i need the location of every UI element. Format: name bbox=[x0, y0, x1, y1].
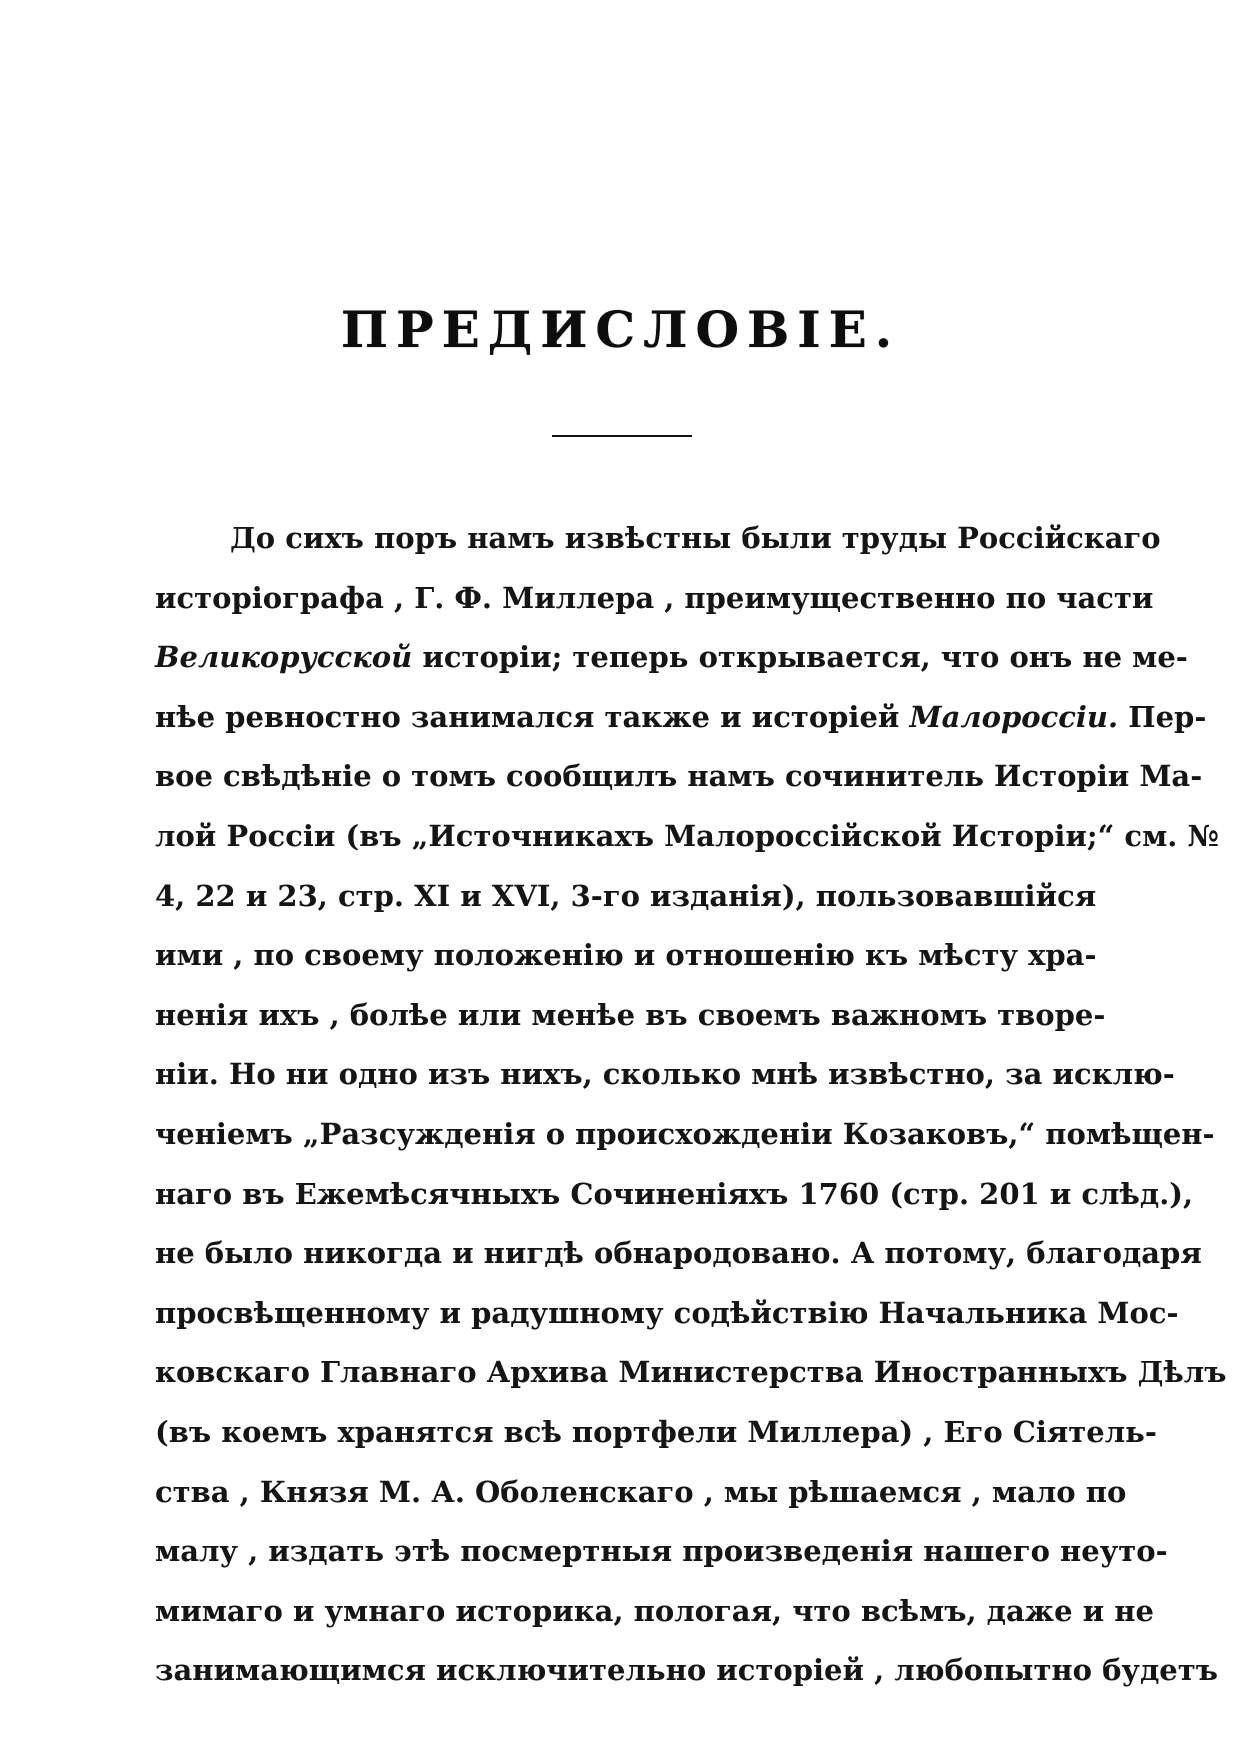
italic-text: Великорусской bbox=[155, 640, 413, 675]
text-line bbox=[155, 569, 1154, 629]
text-line bbox=[155, 1224, 1202, 1284]
text-segment: вое свѣдѣніе о томъ сообщилъ намъ сочинитель Исторіи Ма- bbox=[155, 759, 1203, 794]
text-line bbox=[155, 926, 1097, 986]
text-segment: не было никогда и нигдѣ обнародовано. А потому, благодаря bbox=[155, 1236, 1202, 1271]
text-segment: ченіемъ „Разсужденія о происхожденіи Козаковъ,“ помѣщен- bbox=[155, 1116, 1215, 1151]
text-segment: ства , Князя М. А. Оболенскаго , мы рѣшаемся , мало по bbox=[155, 1474, 1127, 1509]
text-line bbox=[155, 1582, 1154, 1642]
text-segment: ими , по своему положенію и отношенію къ мѣсту хра- bbox=[155, 938, 1097, 973]
text-segment: 4, 22 и 23, стр. XI и XVI, 3-го изданія), пользовавшійся bbox=[155, 878, 1097, 913]
text-line bbox=[155, 747, 1203, 807]
text-segment: мимаго и умнаго историка, пологая, что всѣмъ, даже и не bbox=[155, 1593, 1154, 1628]
page-title: ПРЕДИСЛОВІЕ. bbox=[340, 300, 901, 359]
text-line bbox=[155, 628, 1188, 688]
text-line bbox=[155, 688, 1207, 748]
text-segment: До сихъ поръ намъ извѣстны были труды Россійскаго bbox=[230, 521, 1161, 555]
preface-paragraph bbox=[155, 509, 1227, 1701]
text-line bbox=[155, 1045, 1175, 1105]
text-segment: ніи. Но ни одно изъ нихъ, сколько мнѣ извѣстно, за исклю- bbox=[155, 1057, 1175, 1092]
text-line bbox=[155, 1403, 1157, 1463]
text-segment: ковскаго Главнаго Архива Министерства Иностранныхъ Дѣлъ bbox=[155, 1355, 1227, 1390]
text-line bbox=[155, 1522, 1168, 1582]
text-segment: исторіи; теперь открывается, что онъ не ме- bbox=[412, 640, 1188, 675]
text-line bbox=[155, 1165, 1194, 1225]
text-line bbox=[155, 1343, 1227, 1403]
text-segment: занимающимся исключительно исторіей , любопытно будетъ bbox=[155, 1653, 1218, 1688]
text-segment: малу , издать этѣ посмертныя произведенія нашего неуто- bbox=[155, 1534, 1168, 1569]
text-segment: лой Россіи (въ „Источникахъ Малороссійской Исторіи;“ см. № bbox=[155, 818, 1219, 853]
text-line bbox=[155, 867, 1097, 927]
text-segment: (въ коемъ хранятся всѣ портфели Миллера) , Его Сіятель- bbox=[155, 1414, 1157, 1449]
text-line bbox=[155, 986, 1106, 1046]
italic-text: Малороссіи. bbox=[909, 699, 1119, 734]
text-segment: наго въ Ежемѣсячныхъ Сочиненіяхъ 1760 (стр. 201 и слѣд.), bbox=[155, 1176, 1194, 1211]
text-line bbox=[155, 509, 1161, 569]
title-divider bbox=[552, 435, 692, 437]
text-line bbox=[155, 1284, 1179, 1344]
text-segment: просвѣщенному и радушному содѣйствію Начальника Мос- bbox=[155, 1295, 1179, 1330]
text-line bbox=[155, 1463, 1127, 1523]
text-segment: ненія ихъ , болѣе или менѣе въ своемъ важномъ творе- bbox=[155, 997, 1106, 1032]
text-segment: Пер- bbox=[1118, 699, 1207, 734]
text-line bbox=[155, 807, 1219, 867]
text-line bbox=[155, 1641, 1218, 1701]
text-segment: нѣе ревностно занимался также и исторіей bbox=[155, 699, 910, 734]
text-segment: исторіографа , Г. Ф. Миллера , преимущественно по части bbox=[155, 580, 1154, 615]
text-line bbox=[155, 1105, 1215, 1165]
